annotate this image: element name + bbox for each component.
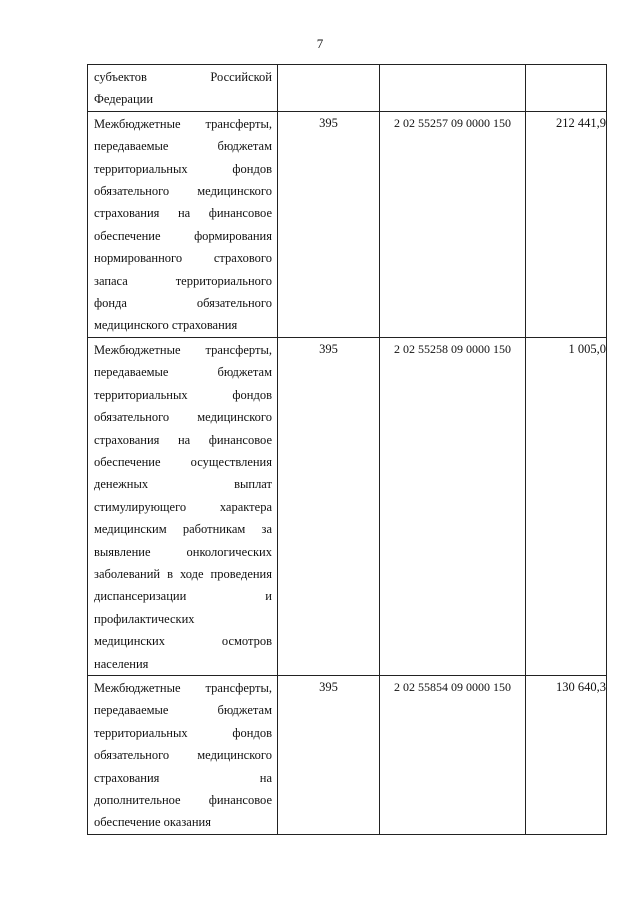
row-name-line: медицинских осмотров bbox=[94, 634, 272, 649]
admin-code-cell: 395 bbox=[278, 111, 380, 337]
row-name-line: диспансеризации и bbox=[94, 589, 272, 604]
row-name bbox=[88, 338, 277, 675]
admin-code-cell: 395 bbox=[278, 337, 380, 675]
row-name-line: нормированного страхового bbox=[94, 251, 272, 266]
admin-code-cell bbox=[278, 65, 380, 112]
row-name-line: обеспечение осуществления bbox=[94, 454, 272, 469]
row-name-line: стимулирующего характера bbox=[94, 499, 272, 514]
row-name-line: населения bbox=[94, 656, 149, 671]
row-name bbox=[88, 676, 277, 834]
row-name-line: фонда обязательного bbox=[94, 296, 272, 311]
budget-table bbox=[87, 64, 607, 835]
row-name-line: обязательного медицинского bbox=[94, 410, 272, 425]
row-name-line: территориальных фондов bbox=[94, 161, 272, 176]
row-name-cell bbox=[88, 337, 278, 675]
amount-cell: 130 640,3 bbox=[526, 675, 607, 834]
row-name-line: страхования на финансовое bbox=[94, 432, 272, 447]
row-name-line: обеспечение оказания bbox=[94, 815, 211, 830]
row-name-line: Федерации bbox=[94, 92, 154, 107]
budget-code-cell: 2 02 55257 09 0000 150 bbox=[380, 111, 526, 337]
row-name-line: передаваемые бюджетам bbox=[94, 139, 272, 154]
row-name-line: обязательного медицинского bbox=[94, 184, 272, 199]
table-row bbox=[88, 65, 607, 112]
row-name-line: выявление онкологических bbox=[94, 544, 272, 559]
row-name-line: Межбюджетные трансферты, bbox=[94, 116, 272, 131]
row-name-line: обеспечение формирования bbox=[94, 228, 272, 243]
amount-cell: 212 441,9 bbox=[526, 111, 607, 337]
row-name-line: передаваемые бюджетам bbox=[94, 365, 272, 380]
row-name-line: страхования на финансовое bbox=[94, 206, 272, 221]
row-name bbox=[88, 65, 277, 111]
row-name-line: заболеваний в ходе проведения bbox=[94, 566, 272, 581]
row-name-cell bbox=[88, 65, 278, 112]
row-name-line: Межбюджетные трансферты, bbox=[94, 680, 272, 695]
table-row bbox=[88, 675, 607, 834]
row-name-line: территориальных фондов bbox=[94, 725, 272, 740]
budget-code-cell: 2 02 55258 09 0000 150 bbox=[380, 337, 526, 675]
table-row bbox=[88, 111, 607, 337]
row-name-line: обязательного медицинского bbox=[94, 748, 272, 763]
row-name-line: профилактических bbox=[94, 611, 195, 626]
page-number: 7 bbox=[316, 36, 324, 51]
admin-code-cell: 395 bbox=[278, 675, 380, 834]
row-name-line: передаваемые бюджетам bbox=[94, 703, 272, 718]
budget-code-cell bbox=[380, 65, 526, 112]
row-name-line: денежных выплат bbox=[94, 477, 272, 492]
table-row bbox=[88, 337, 607, 675]
row-name-line: запаса территориального bbox=[94, 273, 272, 288]
amount-cell bbox=[526, 65, 607, 112]
row-name-line: медицинским работникам за bbox=[94, 522, 272, 537]
budget-code-cell: 2 02 55854 09 0000 150 bbox=[380, 675, 526, 834]
row-name-line: дополнительное финансовое bbox=[94, 793, 272, 807]
row-name-cell bbox=[88, 111, 278, 337]
row-name-line: субъектов Российской bbox=[94, 70, 272, 84]
budget-table-body bbox=[88, 65, 607, 835]
row-name-line: территориальных фондов bbox=[94, 387, 272, 402]
row-name-line: Межбюджетные трансферты, bbox=[94, 342, 272, 357]
row-name-line: страхования на bbox=[94, 770, 272, 785]
row-name bbox=[88, 112, 277, 337]
row-name-line: медицинского страхования bbox=[94, 318, 238, 333]
row-name-cell bbox=[88, 675, 278, 834]
amount-cell: 1 005,0 bbox=[526, 337, 607, 675]
